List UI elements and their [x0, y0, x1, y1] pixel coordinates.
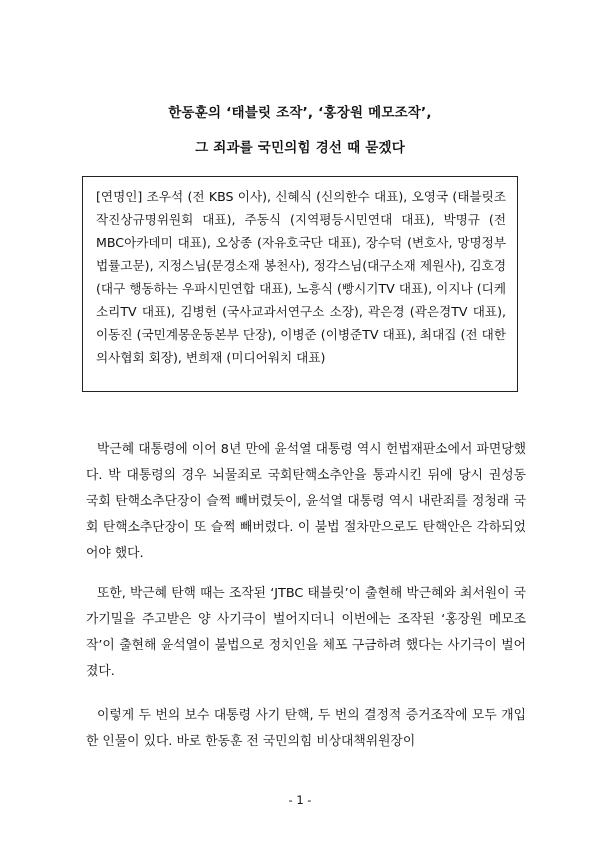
body-paragraph-3: 이렇게 두 번의 보수 대통령 사기 탄핵, 두 번의 결정적 증거조작에 모두 개입한 인물이 있다. 바로 한동훈 전 국민의힘 비상대책위원장이 — [86, 708, 526, 749]
title-line-2: 그 죄과를 국민의힘 경선 때 묻겠다 — [195, 140, 405, 156]
page-number: - 1 - — [288, 793, 312, 807]
body-paragraph-2: 또한, 박근혜 탄핵 때는 조작된 ‘JTBC 태블릿’이 출현해 박근혜와 최서원이 국가기밀을 주고받은 양 사기극이 벌어지더니 이번에는 조작된 ‘홍장원 메모조작’이 출현해 윤석열이 불법으로 정치인을 체포 구금하려 했다는 사기극이 벌어졌다. — [86, 586, 526, 679]
body-paragraph-1: 박근혜 대통령에 이어 8년 만에 윤석열 대통령 역시 헌법재판소에서 파면당했다. 박 대통령의 경우 뇌물죄로 국회탄핵소추안을 통과시킨 뒤에 당시 권성동 국회 탄핵소추단장이 슬쩍 빼버렸듯이, 윤석열 대통령 역시 내란죄를 정청래 국회 탄핵소추단장이 또 슬쩍 빼버렸다. 이 불법 절차만으로도 탄핵안은 각하되었어야 했다. — [86, 442, 526, 561]
signatories-text: 조우석 (전 KBS 이사), 신혜식 (신의한수 대표), 오영국 (태블릿조작진상규명위원회 대표), 주동식 (지역평등시민연대 대표), 박명규 (전 MBC아카데미 대표), 오상종 (자유호국단 대표), 장수덕 (변호사, 망명정부 법률고문), 지정스님(문경소재 봉천사), 정각스님(대구소재 제원사), 김호경 (대구 행동하는 우파시민연합 대표), 노흥식 (빵시기TV 대표), 이지나 (디케소리TV 대표), 김병헌 (국사교과서연구소 소장), 곽은경 (곽은경TV 대표), 이동진 (국민계몽운동본부 단장), 이병준 (이병준TV 대표), 최대집 (전 대한의사협회 회장), 변희재 (미디어워치 대표) — [96, 189, 506, 365]
signatories-box — [82, 176, 518, 392]
title-line-1: 한동훈의 ‘태블릿 조작’, ‘홍장원 메모조작’, — [168, 105, 432, 121]
signatories-label: [연명인] — [96, 189, 143, 204]
